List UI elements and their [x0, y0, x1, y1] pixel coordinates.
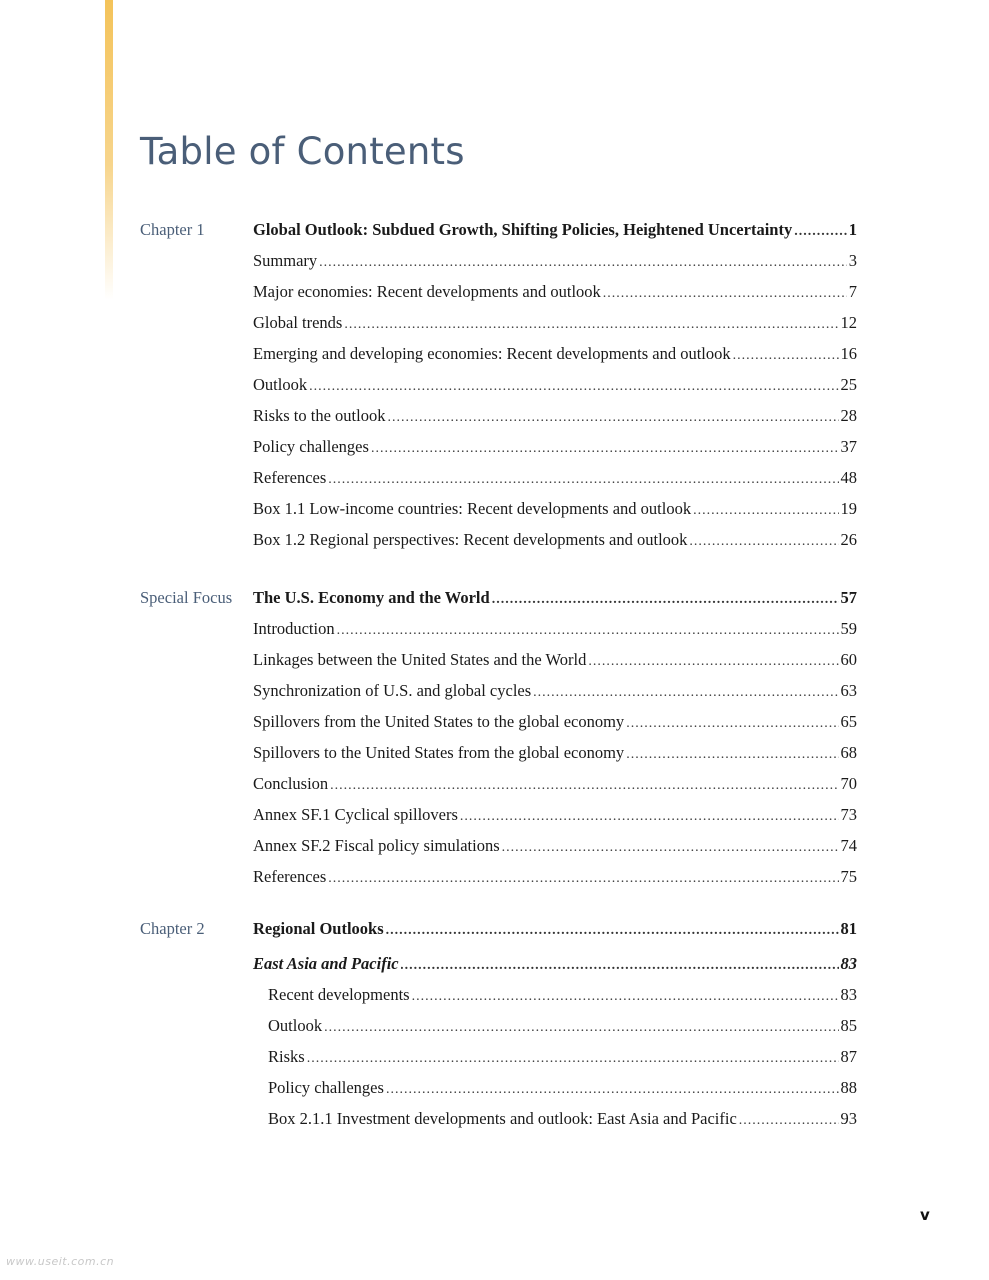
toc-entry[interactable] [253, 919, 857, 939]
toc-entry[interactable] [253, 681, 857, 701]
entry-page: 26 [840, 530, 857, 549]
toc-entry[interactable] [253, 437, 857, 457]
dot-leader [460, 807, 839, 827]
dot-leader [309, 377, 838, 397]
toc-entry[interactable] [253, 867, 857, 887]
toc-entry[interactable] [268, 1078, 857, 1098]
entry-title: Annex SF.1 Cyclical spillovers [253, 805, 458, 824]
dot-leader [371, 439, 839, 459]
dot-leader [626, 714, 838, 734]
dot-leader [693, 501, 838, 521]
dot-leader [412, 987, 839, 1007]
entry-page: 83 [840, 954, 857, 973]
dot-leader [626, 745, 838, 765]
entry-title: Regional Outlooks [253, 919, 384, 938]
entry-title: Spillovers from the United States to the global economy [253, 712, 625, 731]
entry-title: Emerging and developing economies: Recent developments and outlook [253, 344, 731, 363]
entry-page: 87 [840, 1047, 857, 1066]
toc-entry[interactable] [253, 836, 857, 856]
dot-leader [533, 683, 838, 703]
dot-leader [337, 621, 839, 641]
entry-page: 59 [840, 619, 857, 638]
entry-title: Box 1.1 Low-income countries: Recent developments and outlook [253, 499, 692, 518]
entry-title: References [253, 468, 327, 487]
entry-title: Policy challenges [253, 437, 369, 456]
entry-title: Spillovers to the United States from the global economy [253, 743, 625, 762]
entry-title: Summary [253, 251, 318, 270]
toc-entry[interactable] [253, 499, 857, 519]
entry-title: Global trends [253, 313, 343, 332]
entry-page: 3 [848, 251, 857, 270]
entry-page: 74 [840, 836, 857, 855]
watermark: www.useit.com.cn [6, 1255, 115, 1268]
entry-page: 85 [840, 1016, 857, 1035]
dot-leader [307, 1049, 839, 1069]
entry-title: Annex SF.2 Fiscal policy simulations [253, 836, 500, 855]
entry-page: 75 [840, 867, 857, 886]
entry-page: 12 [840, 313, 857, 332]
toc-entry[interactable] [253, 251, 857, 271]
entry-title: Introduction [253, 619, 335, 638]
entry-page: 48 [840, 468, 857, 487]
entry-page: 57 [840, 588, 857, 607]
entry-title: Conclusion [253, 774, 329, 793]
entry-page: 68 [840, 743, 857, 762]
entry-title: Box 2.1.1 Investment developments and outlook: East Asia and Pacific [268, 1109, 737, 1128]
section-label: Chapter 2 [140, 919, 205, 938]
toc-entry[interactable] [253, 344, 857, 364]
entry-page: 73 [840, 805, 857, 824]
entry-title: Global Outlook: Subdued Growth, Shifting Policies, Heightened Uncertainty [253, 220, 793, 239]
toc-entry[interactable] [253, 954, 857, 974]
entry-page: 16 [840, 344, 857, 363]
entry-title: Major economies: Recent developments and outlook [253, 282, 601, 301]
dot-leader [386, 1080, 839, 1100]
toc-entry[interactable] [253, 805, 857, 825]
entry-title: Risks [268, 1047, 305, 1066]
toc-entry[interactable] [253, 743, 857, 763]
toc-entry[interactable] [268, 1047, 857, 1067]
entry-page: 63 [840, 681, 857, 700]
dot-leader [386, 921, 839, 941]
toc-entry[interactable] [253, 530, 857, 550]
entry-page: 60 [840, 650, 857, 669]
page-title: Table of Contents [140, 130, 465, 173]
entry-title: East Asia and Pacific [253, 954, 399, 973]
accent-bar [105, 0, 113, 300]
toc-entry[interactable] [268, 1109, 857, 1129]
dot-leader [492, 590, 839, 610]
entry-page: 81 [840, 919, 857, 938]
dot-leader [502, 838, 839, 858]
entry-page: 83 [840, 985, 857, 1004]
entry-title: Synchronization of U.S. and global cycles [253, 681, 532, 700]
dot-leader [588, 652, 838, 672]
dot-leader [387, 408, 838, 428]
dot-leader [603, 284, 847, 304]
dot-leader [324, 1018, 838, 1038]
toc-entry[interactable] [268, 1016, 857, 1036]
section-label: Chapter 1 [140, 220, 205, 239]
toc-entry[interactable] [253, 375, 857, 395]
dot-leader [328, 869, 838, 889]
dot-leader [330, 776, 838, 796]
entry-title: The U.S. Economy and the World [253, 588, 490, 607]
toc-entry[interactable] [253, 774, 857, 794]
toc-entry[interactable] [253, 406, 857, 426]
entry-title: Box 1.2 Regional perspectives: Recent developments and outlook [253, 530, 688, 549]
entry-title: Policy challenges [268, 1078, 384, 1097]
entry-page: 93 [840, 1109, 857, 1128]
entry-title: Outlook [253, 375, 308, 394]
toc-entry[interactable] [253, 282, 857, 302]
entry-title: Recent developments [268, 985, 410, 1004]
dot-leader [689, 532, 838, 552]
toc-entry[interactable] [253, 220, 857, 240]
entry-page: 19 [840, 499, 857, 518]
entry-title: Risks to the outlook [253, 406, 386, 425]
entry-page: 25 [840, 375, 857, 394]
entry-page: 7 [848, 282, 857, 301]
toc-entry[interactable] [253, 313, 857, 333]
entry-page: 37 [840, 437, 857, 456]
entry-page: 28 [840, 406, 857, 425]
entry-title: Outlook [268, 1016, 323, 1035]
dot-leader [739, 1111, 839, 1131]
toc-entry[interactable] [253, 712, 857, 732]
dot-leader [319, 253, 847, 273]
entry-title: Linkages between the United States and the World [253, 650, 587, 669]
toc-entry[interactable] [253, 650, 857, 670]
dot-leader [344, 315, 838, 335]
toc-entry[interactable] [253, 588, 857, 608]
entry-page: 65 [840, 712, 857, 731]
entry-page: 1 [848, 220, 857, 239]
toc-entry[interactable] [253, 619, 857, 639]
entry-title: References [253, 867, 327, 886]
dot-leader [794, 222, 847, 242]
page-number: v [920, 1206, 930, 1224]
toc-entry[interactable] [268, 985, 857, 1005]
section-label: Special Focus [140, 588, 233, 607]
entry-page: 88 [840, 1078, 857, 1097]
dot-leader [401, 956, 839, 976]
entry-page: 70 [840, 774, 857, 793]
dot-leader [328, 470, 838, 490]
dot-leader [733, 346, 839, 366]
toc-entry[interactable] [253, 468, 857, 488]
